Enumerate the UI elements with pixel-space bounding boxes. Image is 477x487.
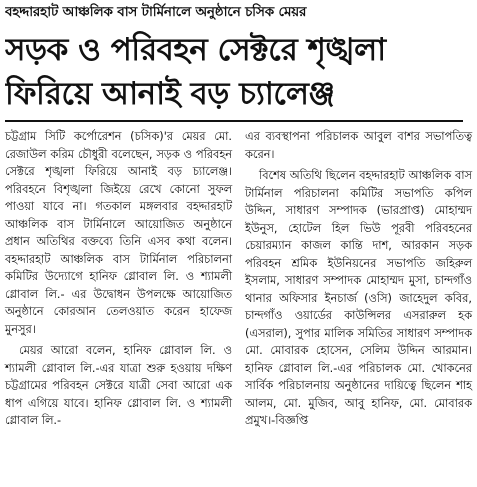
headline-line-1: সড়ক ও পরিবহন সেক্টরে শৃঙ্খলা bbox=[5, 32, 386, 68]
right-paragraph-2: বিশেষ অতিথি ছিলেন বহদ্দারহাট আঞ্চলিক বাস টার্মিনাল পরিচালনা কমিটির সভাপতি কপিল উদ্দিন, সাধারণ সম্পাদক (ভারপ্রাপ্ত) মোহাম্মদ ইউনুস, হোটেল হিল ভিউ পূরবী পরিবহনের চেয়ারম্যান কাজল কান্তি দাশ, আরকান সড়ক পরিবহন শ্রমিক ইউনিয়নের সভাপতি জহিরুল ইসলাম, সাধারণ সম্পাদক মোহাম্মদ মুসা, চান্দগাঁও থানার অফিসার ইনচার্জ (ওসি) জাহেদুল কবির, চান্দগাঁও ওয়ার্ডের কাউন্সিলর এসরারুল হক (এসরাল), সুপার মালিক সমিতির সাধারণ সম্পাদক মো. মোবারক হোসেন, সেলিম উদ্দিন আরমান। হানিফ গ্লোবাল লি.-এর পরিচালক মো. খোকনের সার্বিক পরিচালনায় অনুষ্ঠানের দায়িত্বে ছিলেন শাহ আলম, মো. মুজিব, আবু হানিফ, মো. মোবারক প্রমুখ।-বিজ্ঞপ্তি bbox=[245, 169, 472, 427]
headline-line-2: ফিরিয়ে আনাই বড় চ্যালেঞ্জ bbox=[5, 76, 335, 112]
headline bbox=[5, 28, 472, 116]
left-paragraph-1: চট্টগ্রাম সিটি কর্পোরেশন (চসিক)'র মেয়র মো. রেজাউল করিম চৌধুরী বলেছেন, সড়ক ও পরিবহন সেক্টরে শৃঙ্খলা ফিরিয়ে আনাই বড় চ্যালেঞ্জ। পরিবহনে বিশৃঙ্খলা জিইয়ে রেখে কোনো সুফল পাওয়া যাবে না। গতকাল মঙ্গলবার বহদ্দারহাট আঞ্চলিক বাস টার্মিনালে আয়োজিত অনুষ্ঠানে প্রধান অতিথির বক্তব্যে তিনি এসব কথা বলেন। বহদ্দারহাট আঞ্চলিক বাস টার্মিনাল পরিচালনা কমিটির উদ্যোগে হানিফ গ্লোবাল লি. ও শ্যামলী গ্লোবাল লি.- এর উদ্বোধন উপলক্ষে আয়োজিত অনুষ্ঠানে কোরআন তেলওয়াত করেন হাফেজ মুনসুর। bbox=[5, 130, 232, 336]
left-column bbox=[5, 128, 232, 430]
kicker-line: বহদ্দারহাট আঞ্চলিক বাস টার্মিনালে অনুষ্ঠানে চসিক মেয়র bbox=[5, 4, 307, 20]
headline-divider bbox=[5, 120, 463, 122]
left-paragraph-2: মেয়র আরো বলেন, হানিফ গ্লোবাল লি. ও শ্যামলী গ্লোবাল লি.-এর যাত্রা শুরু হওয়ায় দক্ষিণ চট্টগ্রামের পরিবহন সেক্টরে যাত্রী সেবা আরো এক ধাপ এগিয়ে যাবে। হানিফ গ্লোবাল লি. ও শ্যামলী গ্লোবাল লি.- bbox=[5, 344, 232, 427]
right-column bbox=[245, 128, 472, 430]
right-paragraph-1: এর ব্যবস্থাপনা পরিচালক আবুল বাশর সভাপতিত্ব করেন। bbox=[245, 130, 472, 161]
article-body bbox=[5, 128, 472, 430]
